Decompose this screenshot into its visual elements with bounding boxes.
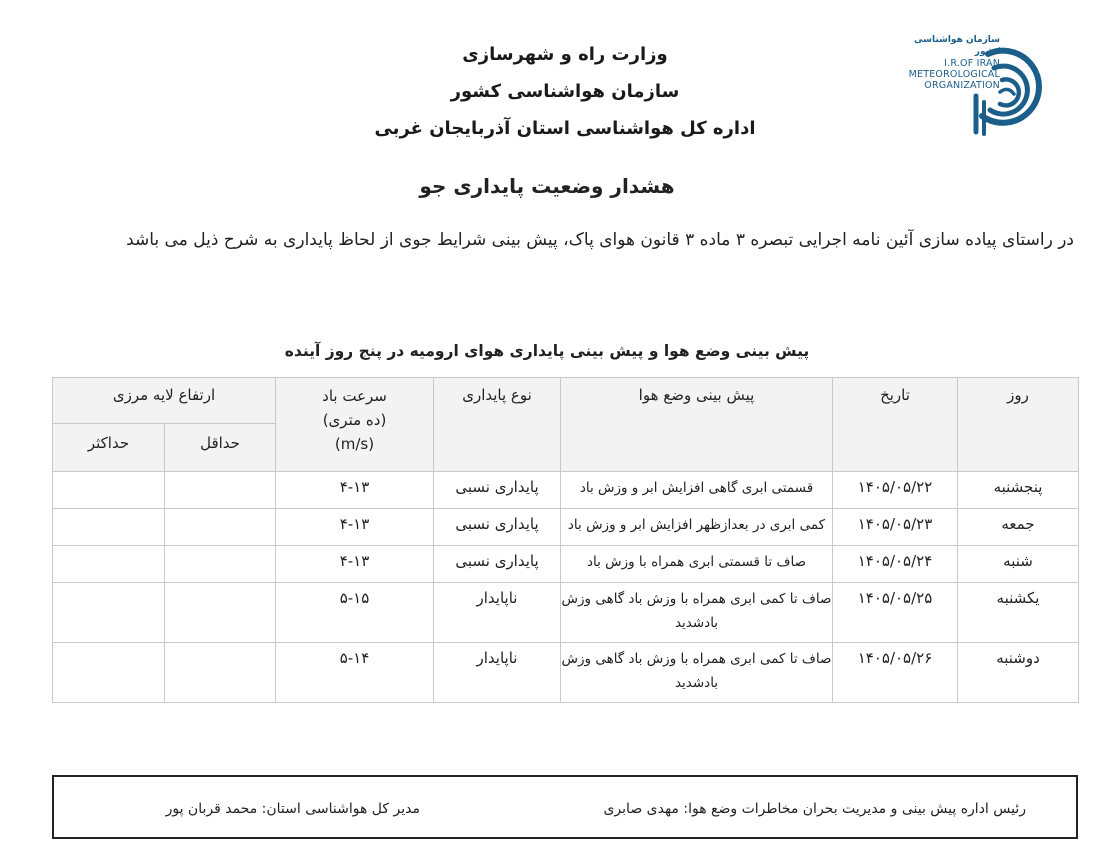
cell-wind: ۵-۱۵ <box>276 583 434 643</box>
table-title: پیش بینی وضع هوا و پیش بینی پایداری هوای ارومیه در پنج روز آینده <box>284 342 810 360</box>
table-row <box>53 643 1079 703</box>
header-stability: نوع پایداری <box>434 378 561 472</box>
cell-date: ۱۴۰۵/۰۵/۲۶ <box>833 643 958 703</box>
cell-weather: کمی ابری در بعدازظهر افزایش ابر و وزش باد <box>561 509 833 546</box>
header-max: حداکثر <box>53 424 165 472</box>
cell-day: یکشنبه <box>958 583 1079 643</box>
cell-day: شنبه <box>958 546 1079 583</box>
cell-min <box>165 583 276 643</box>
cell-weather: صاف تا کمی ابری همراه با وزش باد گاهی وزش بادشدید <box>561 583 833 643</box>
forecast-table <box>52 377 1079 703</box>
table-header-row <box>53 378 1079 424</box>
cell-day: دوشنبه <box>958 643 1079 703</box>
cell-stability: پایداری نسبی <box>434 472 561 509</box>
table-row <box>53 583 1079 643</box>
header-block <box>360 36 770 147</box>
logo-swirl-icon <box>968 36 1054 140</box>
cell-stability: ناپایدار <box>434 583 561 643</box>
intro-paragraph: در راستای پیاده سازی آئین نامه اجرایی تبصره ۳ ماده ۳ قانون هوای پاک، پیش بینی شرایط جوی از لحاظ پایداری به شرح ذیل می باشد <box>126 230 1074 250</box>
header-wind-line-3: (m/s) <box>334 435 375 453</box>
header-weather: پیش بینی وضع هوا <box>561 378 833 472</box>
header-boundary-layer: ارتفاع لایه مرزی <box>53 378 276 424</box>
table-row <box>53 546 1079 583</box>
forecast-head-signature: رئیس اداره پیش بینی و مدیریت بحران مخاطرات وضع هوا: مهدی صابری <box>603 801 1026 817</box>
cell-date: ۱۴۰۵/۰۵/۲۳ <box>833 509 958 546</box>
cell-max <box>53 583 165 643</box>
table-row <box>53 509 1079 546</box>
cell-stability: ناپایدار <box>434 643 561 703</box>
cell-max <box>53 643 165 703</box>
header-date: تاریخ <box>833 378 958 472</box>
cell-day: جمعه <box>958 509 1079 546</box>
logo-persian-name: سازمان هواشناسی کشور <box>913 35 1000 57</box>
cell-weather: قسمتی ابری گاهی افزایش ابر و وزش باد <box>561 472 833 509</box>
cell-date: ۱۴۰۵/۰۵/۲۵ <box>833 583 958 643</box>
logo-english-line-1: I.R.OF IRAN <box>944 58 1000 69</box>
cell-wind: ۴-۱۳ <box>276 546 434 583</box>
cell-wind: ۵-۱۴ <box>276 643 434 703</box>
cell-min <box>165 472 276 509</box>
header-wind-line-1: سرعت باد <box>322 387 387 405</box>
cell-weather: صاف تا قسمتی ابری همراه با وزش باد <box>561 546 833 583</box>
cell-min <box>165 546 276 583</box>
cell-wind: ۴-۱۳ <box>276 509 434 546</box>
cell-wind: ۴-۱۳ <box>276 472 434 509</box>
header-wind-line-2: (ده متری) <box>322 411 387 429</box>
logo-english-line-3: ORGANIZATION <box>924 80 1000 91</box>
organization-name: سازمان هواشناسی کشور <box>450 81 680 102</box>
cell-max <box>53 509 165 546</box>
cell-stability: پایداری نسبی <box>434 509 561 546</box>
logo-english-line-2: METEOROLOGICAL <box>908 69 1000 80</box>
department-name: اداره کل هواشناسی استان آذربایجان غربی <box>374 118 756 139</box>
meteorological-organization-logo <box>902 34 1052 140</box>
ministry-name: وزارت راه و شهرسازی <box>462 44 668 65</box>
cell-date: ۱۴۰۵/۰۵/۲۴ <box>833 546 958 583</box>
cell-weather: صاف تا کمی ابری همراه با وزش باد گاهی وزش بادشدید <box>561 643 833 703</box>
signature-box <box>52 775 1078 839</box>
table-row <box>53 472 1079 509</box>
document-title: هشدار وضعیت پایداری جو <box>419 174 675 198</box>
director-signature: مدیر کل هواشناسی استان: محمد قربان پور <box>165 801 420 817</box>
cell-max <box>53 546 165 583</box>
cell-stability: پایداری نسبی <box>434 546 561 583</box>
cell-date: ۱۴۰۵/۰۵/۲۲ <box>833 472 958 509</box>
header-min: حداقل <box>165 424 276 472</box>
header-wind-speed <box>276 378 434 472</box>
cell-day: پنجشنبه <box>958 472 1079 509</box>
cell-min <box>165 643 276 703</box>
cell-max <box>53 472 165 509</box>
header-day: روز <box>958 378 1079 472</box>
cell-min <box>165 509 276 546</box>
